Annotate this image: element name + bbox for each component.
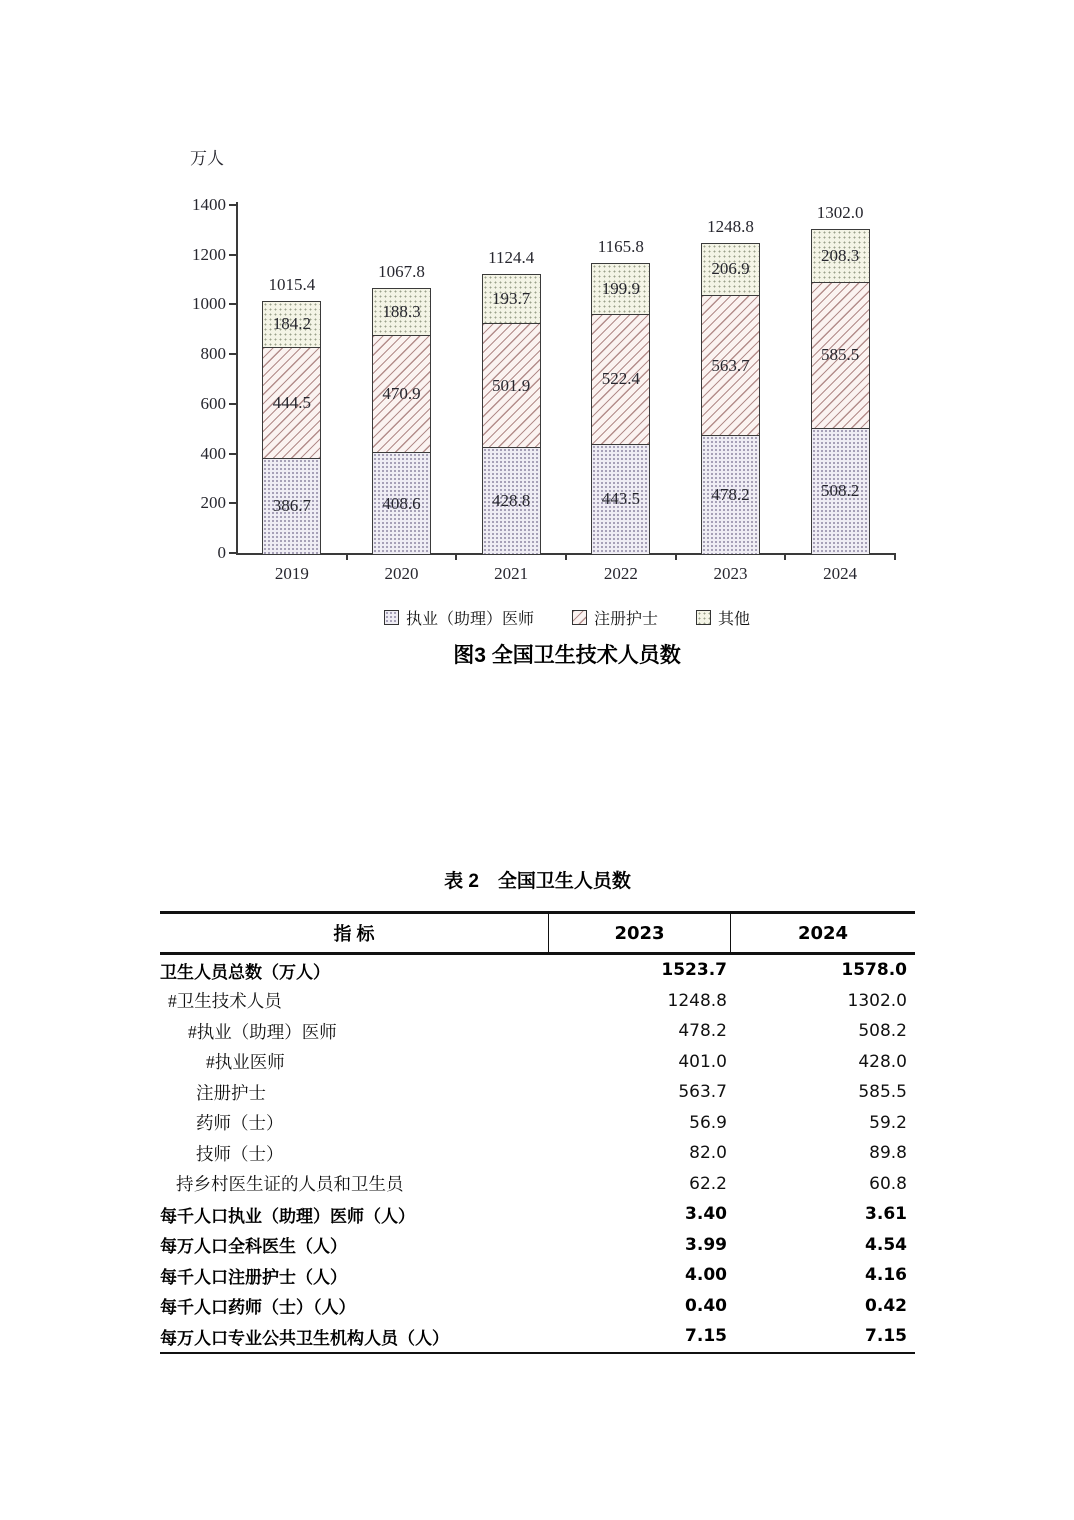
row-indicator-label: 卫生人员总数（万人） (160, 962, 330, 982)
segment-value-label: 199.9 (601, 279, 640, 299)
bar-segment-doctor (263, 458, 320, 554)
x-category-label: 2020 (384, 564, 419, 583)
segment-value-label: 188.3 (382, 301, 421, 321)
y-tick (229, 552, 237, 554)
other-pattern-swatch (696, 610, 711, 625)
row-value-2023: 62.2 (689, 1173, 727, 1194)
bar-segment-other (373, 289, 430, 336)
bar-segment-doctor (592, 444, 649, 554)
health-personnel-table (160, 911, 915, 1354)
y-tick-label: 800 (200, 344, 226, 364)
table-row (160, 955, 915, 986)
row-value-2023: 1523.7 (661, 960, 727, 981)
row-value-2023: 4.00 (685, 1265, 727, 1286)
row-value-2024: 60.8 (869, 1173, 907, 1194)
bar-segment-other (812, 230, 869, 282)
table-row (160, 1230, 915, 1261)
y-tick-label: 0 (217, 543, 226, 562)
segment-value-label: 522.4 (601, 369, 640, 389)
row-indicator-label: 每千人口执业（助理）医师（人） (160, 1206, 415, 1226)
row-indicator-label: 药师（士） (196, 1113, 284, 1134)
bar-2020 (372, 288, 431, 553)
y-tick-label: 1000 (192, 294, 226, 314)
bar-segment-other (483, 275, 540, 323)
bar-segment-doctor (702, 435, 759, 554)
chart-legend (237, 606, 897, 629)
row-indicator-label: #卫生技术人员 (168, 991, 282, 1012)
segment-value-label: 208.3 (821, 246, 860, 266)
segment-value-label: 444.5 (272, 393, 311, 413)
x-category-label: 2021 (494, 564, 529, 583)
row-value-2024: 1578.0 (841, 960, 907, 981)
row-value-2023: 1248.8 (667, 990, 727, 1011)
table-row (160, 1016, 915, 1047)
bar-total-label: 1165.8 (597, 237, 644, 257)
segment-value-label: 501.9 (492, 375, 531, 395)
bar-2024 (811, 229, 870, 553)
segment-value-label: 470.9 (382, 384, 421, 404)
table-row (160, 1260, 915, 1291)
table-row (160, 1291, 915, 1322)
row-value-2024: 7.15 (865, 1326, 907, 1347)
segment-value-label: 193.7 (492, 288, 531, 308)
legend-item-other (696, 606, 750, 629)
segment-value-label: 428.8 (492, 491, 531, 511)
row-value-2023: 3.40 (685, 1204, 727, 1225)
legend-item-nurse (572, 606, 658, 629)
segment-value-label: 443.5 (601, 489, 640, 509)
y-tick (229, 254, 237, 256)
nurse-pattern-swatch (572, 610, 587, 625)
bar-segment-other (263, 302, 320, 348)
y-tick (229, 204, 237, 206)
legend-label: 注册护士 (593, 611, 658, 628)
x-tick (784, 553, 786, 560)
y-tick (229, 353, 237, 355)
row-indicator-label: 技师（士） (196, 1143, 284, 1164)
table-row (160, 1138, 915, 1169)
segment-value-label: 184.2 (272, 314, 311, 334)
row-value-2023: 401.0 (678, 1051, 727, 1072)
table-row (160, 1108, 915, 1139)
row-indicator-label: 持乡村医生证的人员和卫生员 (176, 1174, 404, 1195)
bar-segment-nurse (483, 323, 540, 448)
x-tick (894, 553, 896, 560)
segment-value-label: 508.2 (821, 481, 860, 501)
bar-2022 (591, 263, 650, 553)
table-row (160, 1077, 915, 1108)
bar-segment-nurse (263, 347, 320, 457)
row-value-2023: 7.15 (685, 1326, 727, 1347)
bar-total-label: 1067.8 (378, 261, 425, 281)
x-category-label: 2024 (823, 564, 858, 583)
table-header-indicator: 指 标 (333, 924, 375, 944)
segment-value-label: 585.5 (821, 345, 860, 365)
table-row (160, 986, 915, 1017)
table-row (160, 1047, 915, 1078)
y-tick (229, 303, 237, 305)
row-indicator-label: 每千人口药师（士）（人） (160, 1298, 356, 1318)
y-tick-label: 1400 (192, 195, 226, 214)
row-value-2024: 59.2 (869, 1112, 907, 1133)
bar-segment-doctor (483, 447, 540, 554)
row-value-2023: 56.9 (689, 1112, 727, 1133)
x-tick (455, 553, 457, 560)
row-value-2024: 4.16 (865, 1265, 907, 1286)
x-tick (346, 553, 348, 560)
x-tick (565, 553, 567, 560)
row-value-2024: 89.8 (869, 1143, 907, 1164)
x-tick (675, 553, 677, 560)
row-indicator-label: #执业医师 (206, 1052, 285, 1073)
table-header-2024: 2024 (730, 914, 915, 952)
row-value-2024: 3.61 (865, 1204, 907, 1225)
segment-value-label: 206.9 (711, 259, 750, 279)
bar-2019 (262, 301, 321, 553)
x-category-label: 2019 (274, 564, 309, 583)
bar-total-label: 1302.0 (816, 203, 864, 223)
y-tick (229, 403, 237, 405)
bar-segment-doctor (812, 428, 869, 554)
row-value-2024: 0.42 (865, 1295, 907, 1316)
table-title: 表 2 全国卫生人员数 (444, 871, 631, 892)
row-value-2024: 428.0 (858, 1051, 907, 1072)
bar-2023 (701, 243, 760, 553)
bar-segment-nurse (812, 282, 869, 428)
segment-value-label: 408.6 (382, 493, 421, 513)
bar-total-label: 1248.8 (707, 216, 754, 236)
row-value-2024: 508.2 (858, 1021, 907, 1042)
row-value-2024: 585.5 (858, 1082, 907, 1103)
segment-value-label: 386.7 (272, 496, 311, 516)
bar-2021 (482, 274, 541, 553)
bar-segment-nurse (702, 295, 759, 435)
segment-value-label: 478.2 (711, 485, 750, 505)
table-row (160, 1321, 915, 1352)
chart-title: 图3 全国卫生技术人员数 (453, 644, 681, 667)
row-indicator-label: 注册护士 (196, 1082, 266, 1103)
y-tick (229, 502, 237, 504)
row-indicator-label: #执业（助理）医师 (188, 1021, 337, 1042)
x-category-label: 2022 (603, 564, 638, 583)
row-value-2023: 478.2 (678, 1021, 727, 1042)
legend-label: 其他 (718, 611, 751, 628)
row-indicator-label: 每万人口专业公共卫生机构人员（人） (160, 1328, 449, 1348)
x-category-label: 2023 (713, 564, 748, 583)
row-value-2023: 82.0 (689, 1143, 727, 1164)
legend-label: 执业（助理）医师 (405, 611, 534, 628)
row-indicator-label: 每千人口注册护士（人） (160, 1267, 347, 1287)
bar-segment-nurse (373, 335, 430, 452)
bar-total-label: 1124.4 (488, 247, 535, 267)
segment-value-label: 563.7 (711, 355, 750, 375)
table-row (160, 1169, 915, 1200)
bar-segment-other (592, 264, 649, 314)
y-tick-label: 200 (200, 493, 226, 513)
y-tick (229, 453, 237, 455)
doctor-pattern-swatch (384, 610, 399, 625)
y-tick-label: 400 (200, 443, 226, 463)
legend-item-doctor (384, 606, 534, 629)
bar-segment-other (702, 244, 759, 295)
row-value-2023: 563.7 (678, 1082, 727, 1103)
table-body (160, 955, 915, 1352)
row-value-2024: 4.54 (865, 1234, 907, 1255)
row-value-2024: 1302.0 (847, 990, 907, 1011)
table-header-2023: 2023 (548, 914, 730, 952)
y-axis-unit-label: 万人 (190, 149, 224, 168)
row-value-2023: 3.99 (685, 1234, 727, 1255)
y-tick-label: 1200 (192, 244, 226, 264)
bar-segment-doctor (373, 452, 430, 554)
bar-segment-nurse (592, 314, 649, 444)
y-tick-label: 600 (200, 393, 226, 413)
row-indicator-label: 每万人口全科医生（人） (160, 1237, 347, 1257)
table-header-row (160, 914, 915, 955)
row-value-2023: 0.40 (685, 1295, 727, 1316)
bar-total-label: 1015.4 (268, 274, 316, 294)
table-row (160, 1199, 915, 1230)
